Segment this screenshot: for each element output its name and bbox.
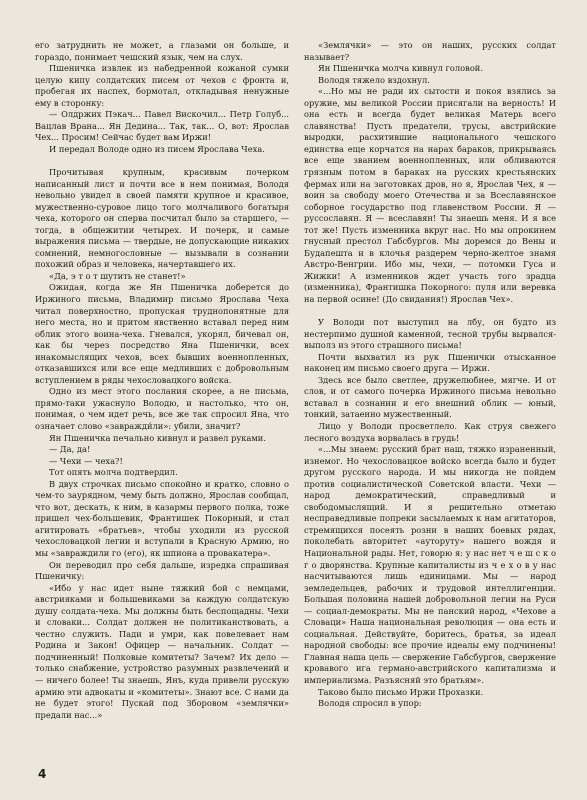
paragraph: его затруднить не может, а глазами он больше, и гораздо, понимает чешский язык, чем на слух.: [35, 40, 289, 62]
paragraph: «Землячки» — это он наших, русских солдат называет?: [304, 40, 556, 62]
paragraph: «...Но мы не ради их сытости и покоя взялись за оружие, мы великой России присягали на верность! И она есть и всегда будет великая Матерь всего славянства! Пусть предатели, трусы, австрийские выродки, расхитившие национального чешского единства еще корчатся на нарах бараков, прикрываясь все еще званием военнопленных, или обливаются грязным потом в бараках на русских крестьянских фермах или на заготовках дров, но я, Ярослав Чех, я — воин за свободу моего Отечества и за Всеславянское соборное государство под главенством России. Я — руссославян. Я — всеславян! Ты знаешь меня. И я все тот же! Пусть изменника вкруг нас. Но мы опрокинем гнусный престол Габсбургов. Мы доремся до Вены и Будапешта и в клочья раздерем черно-желтое знамя Австро-Венгрии. Ибо мы, чехи, — потомки Гуса и Жижки! А изменников ждет участь того зрадца (изменника), Франтишка Покорного: пуля или веревка на первой осине! (До свидания!) Ярослав Чех».: [304, 86, 556, 305]
paragraph: Володя тяжело вздохнул.: [318, 74, 430, 85]
paragraph: И передал Володе одно из писем Ярослава Чеха.: [49, 143, 265, 154]
paragraph: Тот опять молча подтвердил.: [49, 467, 178, 478]
paragraph: «Да, э т о т шутить не станет!»: [49, 270, 186, 281]
paragraph: — Олдржих Пэкач... Павел Вискочил... Петр Голуб... Вацлав Врана... Ян Дедина... Так, так... О, вот: Ярослав Чех... Просим! Сейчас будет вам Иржи!: [35, 109, 289, 143]
left-text-column: [35, 40, 289, 721]
paragraph: «...Мы знаем: русский брат наш, тяжко израненный, изнемог. Но чехословацкое войско всегда было и будет другом русского народа. И мы никогда не пойдем против социалистической Советской власти. Чехи — народ демократический, справедливый и свободомыслящий. И я решительно отметаю несправедливые попреки засылаемых к нам агитаторов, стремящихся посеять розни в наших боевых рядах, поколебать авторитет «ауторуту» нашего вождя и Национальной рады. Нет, говорю я: у нас нет ч е ш с к о г о дворянства. Крупные капиталисты из ч е х о в у нас насчитываются лишь единицами. Мы — народ земледельцев, рабочих и трудовой интеллигенции. Большая половина нашей добровольной легии на Руси — социал-демократы. Мы не панский народ, «Чехове а Словаци» Наша национальная революция — она есть и социальная. Действуйте, боритесь, братья, за идеал народной свободы: все прочие идеалы ему подчинены! Главная наша цель — свержение Габсбургов, свержение кровавого ига германо-австрийского капитализма и империализма. Разъясняй это братьям».: [304, 444, 556, 686]
page-number: 4: [38, 767, 47, 781]
paragraph: Ян Пшеничка молча кивнул головой.: [318, 63, 483, 74]
paragraph: Ожидая, когда же Ян Пшеничка доберется до Иржиного письма, Владимир письмо Ярослава Чеха читал поверхностно, пропуская труднопонятные для него места, но и притом явственно вставал перед ним облик этого воина-чеха. Гневался, укорял, бичевал он, как бы через посредство Яна Пшенички, всех инакомыслящих чехов, всех бывших военнопленных, отказавшихся или все еще медливших с добровольным вступлением в ряды чехословацкого войска.: [35, 282, 289, 385]
paragraph: Таково было письмо Иржи Прохазки.: [318, 686, 484, 697]
right-text-column: [304, 40, 556, 710]
paragraph: — Чехи — чеха?!: [49, 455, 123, 466]
paragraph: Прочитывая крупным, красивым почерком написанный лист и почти все в нем понимая, Володя невольно увидел в своей памяти крупное и красивое, мужественно-суровое лицо того молчаливого богатыря чеха, которого он сперва посчитал было за старшего, — тогда, в общежитии четырех. И почерк, и самые выражения письма — твердые, не допускающие никаких сомнений, немногословные — вызывали в сознании похожий образ и человека, начертавшего их.: [35, 166, 289, 270]
paragraph: Лицо у Володи просветлело. Как струя свежего лесного воздуха ворвалась в грудь!: [304, 421, 556, 443]
paragraph: Пшеничка извлек из набедренной кожаной сумки целую кипу солдатских писем от чехов с фронта и, пробегая их наспех, бормотал, откладывая ненужные ему в сторонку:: [35, 63, 289, 108]
paragraph: Одно из мест этого послания скорее, а не письма, прямо-таки ужаснуло Володю, и настолько, что он, понимая, о чем идет речь, все же так спросил Яна, что означает слово «завражди́ли»: убили, значит?: [35, 386, 289, 431]
paragraph: Он переводил про себя дальше, изредка спрашивая Пшеничку:: [35, 559, 289, 582]
paragraph: «Ибо у нас идет ныне тяжкий бой с немцами, австрияками и большевиками за каждую солдатскую душу солдата-чеха. Мы должны быть беспощадны. Чехи и словаки... Солдат должен не политиканствовать, а честно служить. Пади и умри, как повелевает нам Родина и Закон! Офицер — начальник. Солдат — подчиненный! Полковые комитеты? Зачем? Их дело — только снабжение, устройство разумных развлечений и — ничего более! Ты знаешь, Янъ, куда привели русскую армию эти адвокаты и «комитеты». Знают все. С нами да не будет этого! Пускай под Зборовом «землячки» предали нас...»: [35, 582, 289, 720]
paragraph: У Володи пот выступил на лбу, он будто из нестерпимо душной каменной, тесной трубы вырвался-выполз из этого страшного письма!: [304, 317, 556, 351]
paragraph: Здесь все было светлее, дружелюбнее, мягче. И от слов, и от самого почерка Иржиного письма невольно вставал в сознании и его внешний облик — юный, тонкий, затаенно мужественный.: [304, 374, 556, 420]
paragraph: — Да, да!: [49, 444, 91, 455]
paragraph: Володя спросил в упор:: [318, 698, 422, 709]
paragraph: Почти выхватил из рук Пшенички отысканное наконец им письмо своего друга — Иржи.: [304, 351, 556, 374]
paragraph: В двух строчках письмо спокойно и кратко, словно о чем-то заурядном, чему быть должно, Ярослав сообщал, что вот, дескать, к ним, в казармы первого полка, тоже пришел чех-большевик, Франтишек Покорный, и стал агитировать «братьев», чтобы уходили из русской чехословацкой легии и вступали в Красную Армию, но мы «завраждили го (его), як шпиона а провакатера».: [35, 478, 289, 559]
paragraph: Ян Пшеничка печально кивнул и развел руками.: [49, 432, 266, 443]
